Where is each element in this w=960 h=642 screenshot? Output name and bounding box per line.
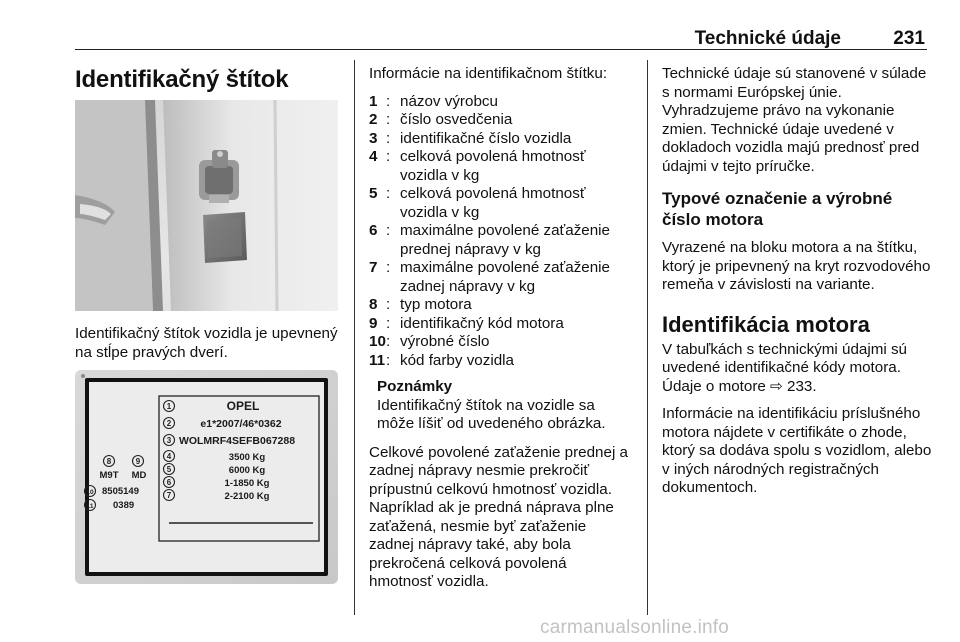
- header-rule: [75, 49, 927, 50]
- legend-item-number: 10: [369, 333, 386, 350]
- legend-item-separator: :: [386, 129, 391, 147]
- legend-item-text: typ motora: [400, 296, 472, 313]
- legend-item: [369, 315, 631, 334]
- load-paragraph: Celkové povolené zaťaženie prednej a zadnej nápravy nesmie prekročiť prípustnú celkovú hmotnosť vozidla. Napríklad ak je predná náprava plne zaťažená, nesmie byť zaťaženie zadnej nápravy také, aby bola prekročená celková povolená hmotnosť vozidla.: [369, 443, 628, 590]
- plate-brand: OPEL: [226, 399, 260, 413]
- svg-text:8: 8: [106, 457, 112, 466]
- legend-item: [369, 296, 631, 315]
- svg-text:1: 1: [166, 402, 172, 411]
- photo-caption: Identifikačný štítok vozidla je upevnený na stĺpe pravých dverí.: [75, 325, 338, 361]
- legend-item-number: 5: [369, 185, 378, 202]
- svg-text:6: 6: [166, 478, 172, 487]
- legend-item-separator: :: [386, 92, 391, 110]
- engine-identification-heading: Identifikácia motora: [662, 311, 870, 337]
- legend-item-text: celková povolená hmotnosť vozidla v kg: [400, 185, 586, 221]
- section-heading: Identifikačný štítok: [75, 66, 289, 93]
- svg-text:11: 11: [86, 503, 94, 510]
- legend-item-number: 9: [369, 314, 378, 332]
- note-box: [377, 378, 631, 434]
- column-left: [75, 60, 343, 511]
- page-number: 231: [893, 28, 925, 49]
- legend-item: [369, 222, 631, 259]
- legend-item: [369, 93, 631, 112]
- svg-text:4: 4: [166, 452, 172, 461]
- svg-text:7: 7: [166, 491, 172, 500]
- plate-weight: 6000 Kg: [228, 465, 266, 476]
- legend-item-separator: :: [386, 259, 391, 276]
- legend-item-number: 1: [369, 92, 378, 110]
- plate-engine-type: M9T: [99, 470, 119, 481]
- note-title: Poznámky: [377, 378, 453, 395]
- column-right: [662, 60, 932, 498]
- plate-vin: WOLMRF4SEFB067288: [178, 435, 296, 447]
- legend-item-number: 2: [369, 111, 378, 128]
- legend-item-text: identifikačné číslo vozidla: [400, 129, 572, 147]
- legend-item: [369, 352, 631, 371]
- list-intro: Informácie na identifikačnom štítku:: [369, 65, 608, 82]
- door-pillar-illustration: [75, 100, 338, 311]
- plate-engine-code: MD: [131, 470, 147, 481]
- legend-item: [369, 111, 631, 130]
- subheading-engine-type: Typové označenie a výrobné číslo motora: [662, 189, 893, 229]
- legend-item-separator: :: [386, 296, 391, 313]
- legend-item: [369, 148, 631, 185]
- legend-item-text: maximálne povolené zaťaženie prednej nápravy v kg: [400, 222, 611, 258]
- plate-weight: 1-1850 Kg: [224, 478, 270, 489]
- legend-item-number: 6: [369, 222, 378, 239]
- engine-number-paragraph: Vyrazené na bloku motora a na štítku, ktorý je pripevnený na kryt rozvodového remeňa v závislosti na variante.: [662, 239, 931, 293]
- plate-weight: 3500 Kg: [228, 452, 266, 463]
- legend-item: [369, 130, 631, 149]
- running-title: Technické údaje: [694, 28, 841, 49]
- column-divider-2: [647, 60, 648, 615]
- page-header: [75, 22, 927, 50]
- svg-text:5: 5: [166, 465, 172, 474]
- plate-legend-list: [369, 93, 631, 371]
- legend-item-separator: :: [386, 111, 391, 128]
- plate-paint-code: 0389: [113, 500, 135, 511]
- legend-item-text: identifikačný kód motora: [400, 314, 564, 332]
- plate-weight: 2-2100 Kg: [224, 491, 270, 502]
- note-text: Identifikačný štítok na vozidle sa môže líšiť od uvedeného obrázka.: [377, 396, 606, 432]
- legend-item-separator: :: [386, 333, 391, 350]
- svg-text:9: 9: [135, 457, 141, 466]
- legend-item-separator: :: [386, 351, 391, 369]
- tech-data-paragraph: Technické údaje sú stanovené v súlade s normami Európskej únie. Vyhradzujeme právo na vykonanie zmien. Technické údaje uvedené v dokladoch vozidla majú prednosť pred údajmi v tejto príručke.: [662, 65, 927, 175]
- legend-item-text: kód farby vozidla: [400, 351, 514, 369]
- legend-item-text: celková povolená hmotnosť vozidla v kg: [400, 148, 586, 184]
- legend-item-separator: :: [386, 222, 391, 239]
- legend-item: [369, 259, 631, 296]
- watermark: carmanualsonline.info: [540, 617, 730, 638]
- legend-item-number: 7: [369, 259, 378, 276]
- legend-item-separator: :: [386, 185, 391, 202]
- legend-item-separator: :: [386, 148, 391, 165]
- column-divider-1: [354, 60, 355, 615]
- column-middle: [369, 60, 631, 592]
- legend-item-number: 11: [369, 351, 386, 369]
- engine-info-paragraph: Informácie na identifikáciu príslušného motora nájdete v certifikáte o zhode, ktorý sa dodáva spolu s vozidlom, alebo v iných národných registračných dokumentoch.: [662, 405, 932, 496]
- plate-serial: 8505149: [102, 486, 139, 497]
- svg-text:3: 3: [166, 436, 172, 445]
- legend-item-number: 3: [369, 129, 378, 147]
- id-plate-illustration: [75, 370, 338, 584]
- legend-item: [369, 185, 631, 222]
- id-plate-figure: [75, 370, 338, 584]
- legend-item-text: názov výrobcu: [400, 92, 498, 110]
- legend-item-text: maximálne povolené zaťaženie zadnej nápravy v kg: [400, 259, 611, 295]
- legend-item: [369, 333, 631, 352]
- svg-text:10: 10: [86, 489, 94, 496]
- svg-text:2: 2: [166, 419, 172, 428]
- legend-item-text: číslo osvedčenia: [400, 111, 513, 128]
- engine-codes-paragraph: V tabuľkách s technickými údajmi sú uvedené identifikačné kódy motora. Údaje o motore ⇨ 233.: [662, 340, 908, 395]
- legend-item-separator: :: [386, 314, 391, 332]
- door-pillar-photo: [75, 100, 338, 311]
- legend-item-number: 4: [369, 148, 378, 165]
- legend-item-number: 8: [369, 296, 378, 313]
- legend-item-text: výrobné číslo: [400, 333, 490, 350]
- plate-approval-number: e1*2007/46*0362: [200, 418, 282, 430]
